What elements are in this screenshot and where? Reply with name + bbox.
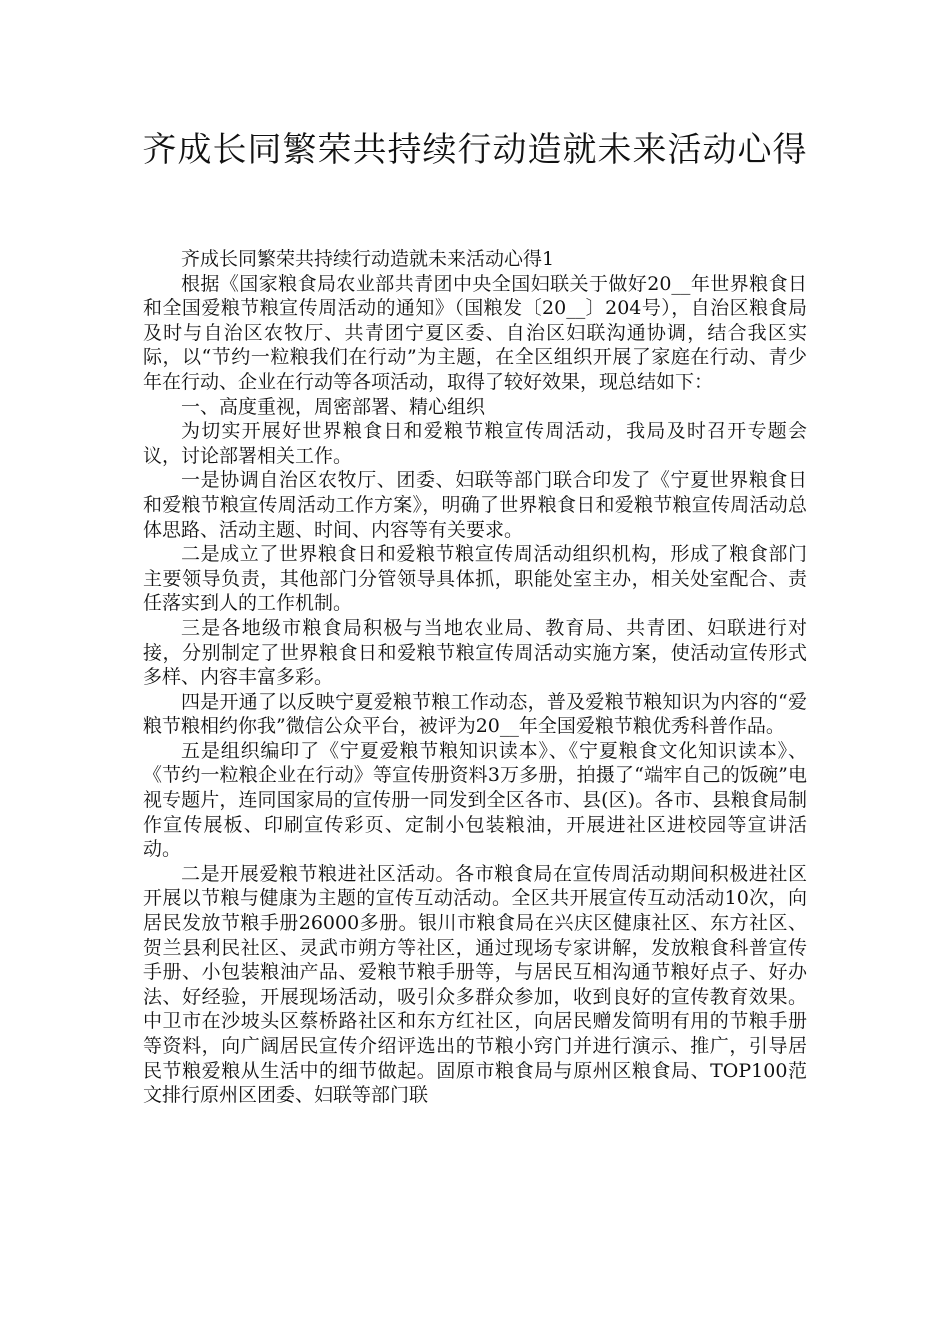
subtitle-paragraph: 齐成长同繁荣共持续行动造就未来活动心得1 bbox=[181, 248, 555, 270]
section-heading: 一、高度重视，周密部署、精心组织 bbox=[181, 395, 486, 418]
body-paragraph: 根据《国家粮食局农业部共青团中央全国妇联关于做好20__年世界粮食日和全国爱粮节粮宣传周活动的通知》（国粮发〔20__〕204号），自治区粮食局及时与自治区农牧厅、共青团宁夏区委、自治区妇联沟通协调，结合我区实际，以“节约一粒粮我们在行动”为主题，在全区组织开展了家庭在行动、青少年在行动、企业在行动等各项活动，取得了较好效果，现总结如下： bbox=[143, 272, 807, 393]
body-paragraph: 二是开展爱粮节粮进社区活动。各市粮食局在宣传周活动期间积极进社区开展以节粮与健康为主题的宣传互动活动。全区共开展宣传互动活动10次，向居民发放节粮手册26000多册。银川市粮食局在兴庆区健康社区、东方社区、贺兰县利民社区、灵武市朔方等社区，通过现场专家讲解，发放粮食科普宣传手册、小包装粮油产品、爱粮节粮手册等，与居民互相沟通节粮好点子、好办法、好经验，开展现场活动，吸引众多群众参加，收到良好的宣传教育效果。中卫市在沙坡头区蔡桥路社区和东方红社区，向居民赠发简明有用的节粮手册等资料，向广阔居民宣传介绍评选出的节粮小窍门并进行演示、推广，引导居民节粮爱粮从生活中的细节做起。固原市粮食局与原州区粮食局、TOP100范文排行原州区团委、妇联等部门联 bbox=[143, 862, 807, 1107]
body-paragraph: 为切实开展好世界粮食日和爱粮节粮宣传周活动，我局及时召开专题会议，讨论部署相关工作。 bbox=[143, 420, 807, 467]
body-paragraph: 一是协调自治区农牧厅、团委、妇联等部门联合印发了《宁夏世界粮食日和爱粮节粮宣传周活动工作方案》，明确了世界粮食日和爱粮节粮宣传周活动总体思路、活动主题、时间、内容等有关要求。 bbox=[143, 469, 807, 541]
body-paragraph: 五是组织编印了《宁夏爱粮节粮知识读本》、《宁夏粮食文化知识读本》、《节约一粒粮企业在行动》等宣传册资料3万多册，拍摄了“端牢自己的饭碗”电视专题片，连同国家局的宣传册一同发到全区各市、县(区)。各市、县粮食局制作宣传展板、印刷宣传彩页、定制小包装粮油，开展进社区进校园等宣讲活动。 bbox=[143, 739, 807, 861]
body-paragraph: 二是成立了世界粮食日和爱粮节粮宣传周活动组织机构，形成了粮食部门主要领导负责，其他部门分管领导具体抓，职能处室主办，相关处室配合、责任落实到人的工作机制。 bbox=[143, 543, 807, 615]
body-paragraph: 四是开通了以反映宁夏爱粮节粮工作动态，普及爱粮节粮知识为内容的“爱粮节粮相约你我”微信公众平台，被评为20__年全国爱粮节粮优秀科普作品。 bbox=[143, 690, 807, 738]
document-title: 齐成长同繁荣共持续行动造就未来活动心得 bbox=[142, 130, 808, 170]
body-paragraph: 三是各地级市粮食局积极与当地农业局、教育局、共青团、妇联进行对接，分别制定了世界粮食日和爱粮节粮宣传周活动实施方案，使活动宣传形式多样、内容丰富多彩。 bbox=[143, 616, 807, 689]
document-body bbox=[143, 247, 807, 1108]
